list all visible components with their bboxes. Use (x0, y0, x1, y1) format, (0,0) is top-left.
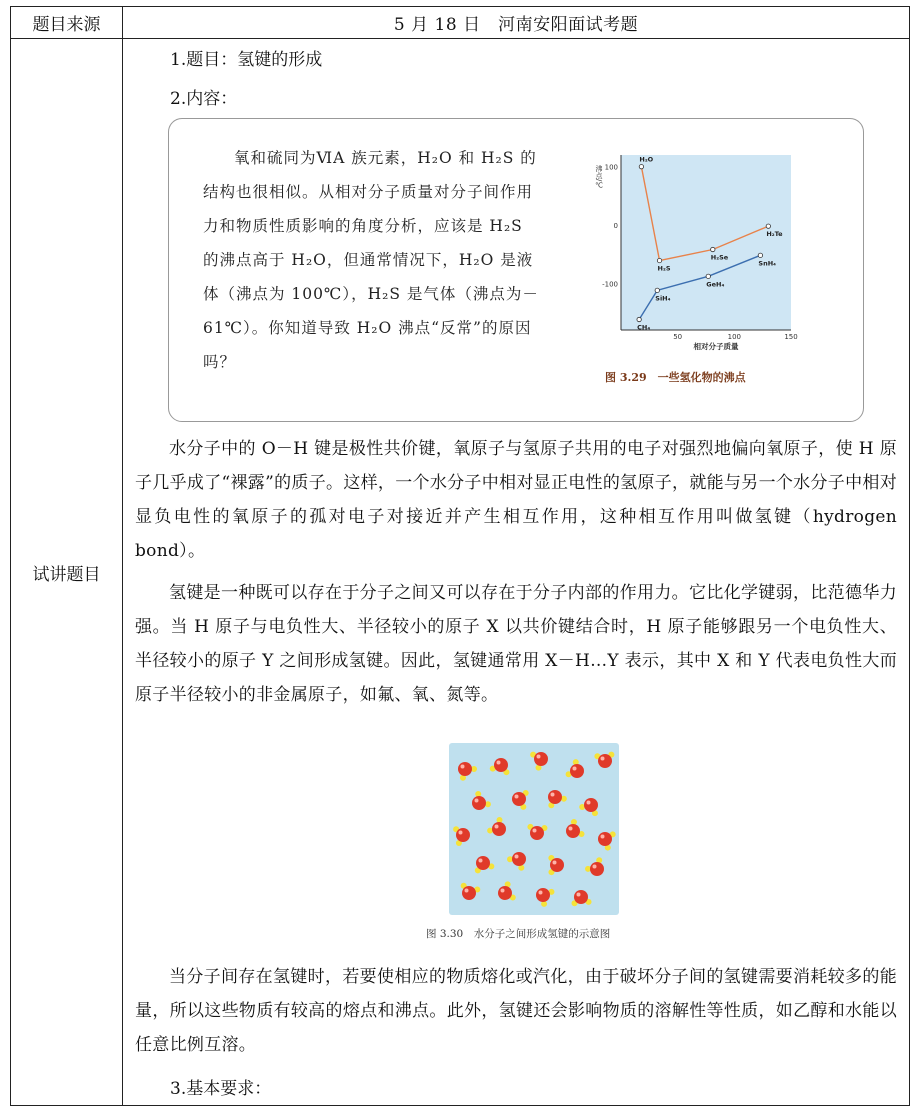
water-molecules-image (449, 743, 619, 915)
source-value: 5 月 18 日 河南安阳面试考题 (393, 15, 639, 35)
atom-highlight (537, 755, 541, 759)
y-tick-label: -100 (602, 280, 618, 289)
atom-highlight (497, 761, 501, 765)
data-label: GeH₄ (706, 280, 725, 289)
topic-title: 1.题目：氢键的形成 (170, 50, 323, 70)
data-label: H₂S (657, 264, 671, 273)
atom-highlight (533, 829, 537, 833)
topic-label: 试讲题目 (11, 39, 123, 1105)
atom-highlight (573, 767, 577, 771)
atom-highlight (587, 801, 591, 805)
oxygen-atom (550, 858, 564, 872)
textbook-figure-box (168, 118, 864, 422)
source-label: 题目来源 (11, 7, 123, 38)
oxygen-atom (590, 862, 604, 876)
oxygen-atom (512, 792, 526, 806)
atom-highlight (577, 893, 581, 897)
atom-highlight (553, 861, 557, 865)
atom-highlight (459, 831, 463, 835)
oxygen-atom (598, 832, 612, 846)
data-point (639, 164, 643, 168)
paragraph-3: 当分子间存在氢键时，若要使相应的物质熔化或汽化，由于破坏分子间的氢键需要消耗较多的能量，所以这些物质有较高的熔点和沸点。此外，氢键还会影响物质的溶解性等性质，如乙醇和水能以任意比例互溶。 (135, 967, 897, 1055)
data-point (758, 253, 762, 257)
chart-caption: 图 3.29 一些氢化物的沸点 (605, 371, 746, 384)
oxygen-atom (536, 888, 550, 902)
paragraph-2: 氢键是一种既可以存在于分子之间又可以存在于分子内部的作用力。它比化学键弱，比范德华力强。当 H 原子与电负性大、半径较小的原子 X 以共价键结合时，H 原子能够跟另一个电负性大、半径较小的原子 Y 之间形成氢键。因此，氢键通常用 X－H…Y 表示，其中 X 和 Y 代表电负性大而原子半径较小的非金属原子，如氟、氧、氮等。 (135, 583, 897, 705)
atom-highlight (479, 859, 483, 863)
data-point (706, 274, 710, 278)
oxygen-atom (492, 822, 506, 836)
oxygen-atom (584, 798, 598, 812)
oxygen-atom (530, 826, 544, 840)
data-label: CH₄ (637, 323, 651, 332)
data-point (637, 317, 641, 321)
data-point (711, 247, 715, 251)
requirements-heading: 3.基本要求： (170, 1079, 272, 1099)
data-label: SnH₄ (758, 259, 777, 268)
figure-question-text: 氧和硫同为ⅥA 族元素，H₂O 和 H₂S 的结构也很相似。从相对分子质量对分子间作用力和物质性质影响的角度分析，应该是 H₂S 的沸点高于 H₂O，但通常情况下，H₂O 是液体（沸点为 100℃），H₂S 是气体（沸点为－61℃）。你知道导致 H₂O 沸点“反常”的原因吗？ (203, 149, 539, 371)
atom-highlight (501, 889, 505, 893)
data-label: H₂Te (766, 230, 783, 239)
atom-highlight (601, 757, 605, 761)
oxygen-atom (494, 758, 508, 772)
x-tick-label: 150 (784, 333, 798, 341)
header-row (11, 7, 909, 39)
oxygen-atom (570, 764, 584, 778)
y-tick-label: 100 (604, 163, 618, 172)
molecule-caption: 图 3.30 水分子之间形成氢键的示意图 (426, 928, 611, 940)
content-heading: 2.内容： (170, 89, 238, 109)
data-point (655, 288, 659, 292)
oxygen-atom (456, 828, 470, 842)
atom-highlight (593, 865, 597, 869)
atom-highlight (601, 835, 605, 839)
data-point (657, 258, 661, 262)
atom-highlight (551, 793, 555, 797)
atom-highlight (465, 889, 469, 893)
oxygen-atom (574, 890, 588, 904)
atom-highlight (569, 827, 573, 831)
atom-highlight (515, 855, 519, 859)
oxygen-atom (472, 796, 486, 810)
boiling-point-chart (591, 133, 801, 393)
data-point (766, 224, 770, 228)
data-label: H₂O (639, 155, 654, 164)
oxygen-atom (462, 886, 476, 900)
x-axis-label: 相对分子质量 (693, 342, 739, 351)
oxygen-atom (548, 790, 562, 804)
atom-highlight (475, 799, 479, 803)
y-tick-label: 0 (613, 222, 618, 230)
atom-highlight (539, 891, 543, 895)
plot-background (621, 155, 791, 330)
atom-highlight (515, 795, 519, 799)
oxygen-atom (476, 856, 490, 870)
oxygen-atom (598, 754, 612, 768)
oxygen-atom (534, 752, 548, 766)
data-label: H₂Se (710, 253, 729, 262)
atom-highlight (461, 765, 465, 769)
oxygen-atom (566, 824, 580, 838)
oxygen-atom (498, 886, 512, 900)
x-tick-label: 100 (727, 333, 742, 341)
oxygen-atom (458, 762, 472, 776)
chart-svg (591, 133, 801, 368)
x-tick-label: 50 (673, 333, 683, 341)
atom-highlight (495, 825, 499, 829)
water-molecules-illustration (449, 743, 619, 915)
y-axis-label: 沸点/℃ (595, 165, 603, 190)
data-label: SiH₄ (655, 294, 671, 303)
oxygen-atom (512, 852, 526, 866)
paragraph-1: 水分子中的 O－H 键是极性共价键，氧原子与氢原子共用的电子对强烈地偏向氧原子，使 H 原子几乎成了“裸露”的质子。这样，一个水分子中相对显正电性的氢原子，就能与另一个水分子中相对显负电性的氧原子的孤对电子对接近并产生相互作用，这种相互作用叫做氢键（hydrogen bond）。 (135, 439, 897, 561)
